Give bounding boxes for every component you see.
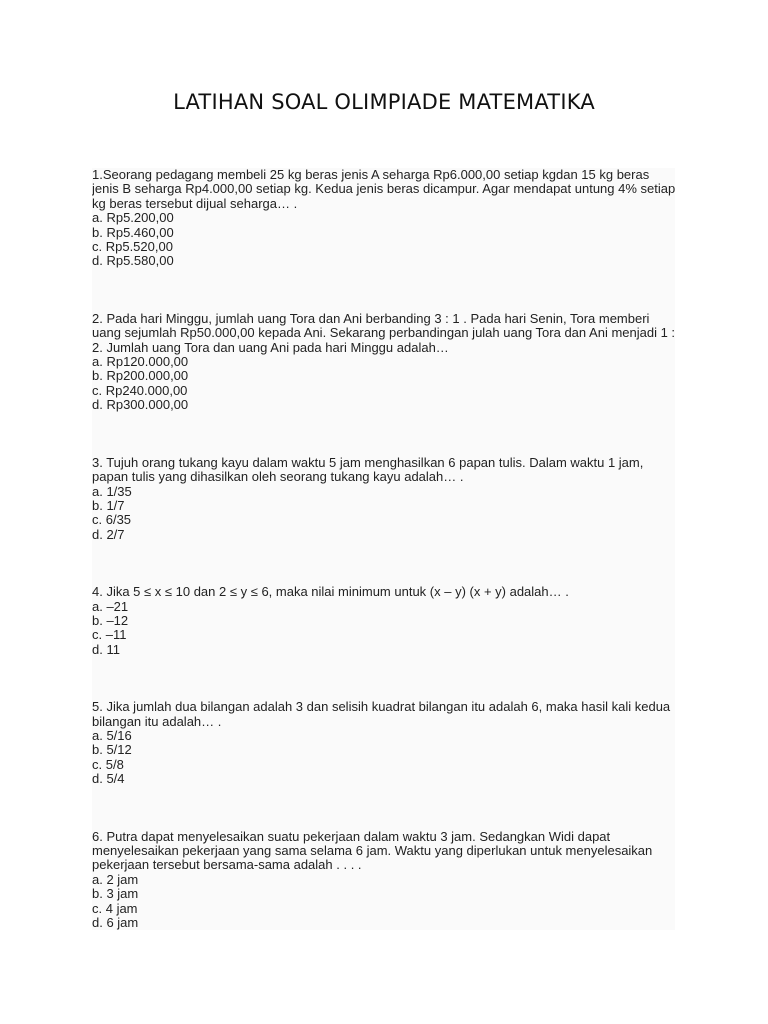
question-text-line: kg beras tersebut dijual seharga… . xyxy=(92,196,298,211)
question-text-line: menyelesaikan pekerjaan yang sama selama 6 jam. Waktu yang diperlukan untuk menyelesaikan xyxy=(92,844,653,858)
answer-option: b. Rp5.460,00 xyxy=(92,224,174,240)
question-text-line: pekerjaan tersebut bersama-sama adalah . . . . xyxy=(92,858,362,873)
question-6 xyxy=(92,830,675,931)
answer-option: c. 6/35 xyxy=(92,512,132,528)
answer-option: a. Rp5.200,00 xyxy=(92,210,174,226)
answer-option: a. –21 xyxy=(92,598,129,614)
question-text-line: papan tulis yang dihasilkan oleh seorang tukang kayu adalah… . xyxy=(92,470,464,485)
question-3 xyxy=(92,456,675,542)
answer-option: c. Rp240.000,00 xyxy=(92,382,188,398)
question-text-line: 2. Jumlah uang Tora dan uang Ani pada hari Minggu adalah… xyxy=(92,340,449,355)
answer-option: d. 6 jam xyxy=(92,915,139,931)
answer-option: d. Rp300.000,00 xyxy=(92,397,189,413)
question-1 xyxy=(92,168,675,269)
answer-option: a. 5/16 xyxy=(92,727,132,743)
question-text-line: 4. Jika 5 ≤ x ≤ 10 dan 2 ≤ y ≤ 6, maka nilai minimum untuk (x – y) (x + y) adalah… . xyxy=(92,585,569,600)
answer-option: b. 5/12 xyxy=(92,742,132,758)
answer-option: c. –11 xyxy=(92,627,127,643)
question-5 xyxy=(92,700,675,786)
question-text-line: uang sejumlah Rp50.000,00 kepada Ani. Sekarang perbandingan julah uang Tora dan Ani menjadi 1 : xyxy=(92,326,675,341)
answer-option: c. Rp5.520,00 xyxy=(92,239,173,255)
question-text-line: 2. Pada hari Minggu, jumlah uang Tora dan Ani berbanding 3 : 1 . Pada hari Senin, Tora memberi xyxy=(92,311,650,326)
question-list xyxy=(92,168,675,930)
answer-option: c. 4 jam xyxy=(92,900,138,916)
answer-option: d. 5/4 xyxy=(92,771,125,787)
answer-option: b. Rp200.000,00 xyxy=(92,368,189,384)
answer-option: b. 3 jam xyxy=(92,886,139,902)
question-text-line: 6. Putra dapat menyelesaikan suatu pekerjaan dalam waktu 3 jam. Sedangkan Widi dapat xyxy=(92,829,611,844)
question-4 xyxy=(92,585,675,657)
question-text-line: jenis B seharga Rp4.000,00 setiap kg. Kedua jenis beras dicampur. Agar mendapat untung 4% setiap xyxy=(92,182,675,197)
answer-option: a. Rp120.000,00 xyxy=(92,354,189,370)
answer-option: b. 1/7 xyxy=(92,497,125,513)
question-text-line: 5. Jika jumlah dua bilangan adalah 3 dan selisih kuadrat bilangan itu adalah 6, maka hasil kali kedua xyxy=(92,700,671,715)
answer-option: b. –12 xyxy=(92,612,129,628)
page-title: LATIHAN SOAL OLIMPIADE MATEMATIKA xyxy=(173,90,595,114)
answer-option: d. 2/7 xyxy=(92,526,125,542)
question-text-line: bilangan itu adalah… . xyxy=(92,714,222,729)
question-text-line: 1.Seorang pedagang membeli 25 kg beras jenis A seharga Rp6.000,00 setiap kgdan 15 kg beras xyxy=(92,168,650,182)
answer-option: d. Rp5.580,00 xyxy=(92,253,174,269)
answer-option: c. 5/8 xyxy=(92,756,124,772)
answer-option: a. 2 jam xyxy=(92,871,139,887)
answer-option: d. 11 xyxy=(92,641,120,657)
answer-option: a. 1/35 xyxy=(92,483,132,499)
question-2 xyxy=(92,312,675,413)
question-text-line: 3. Tujuh orang tukang kayu dalam waktu 5 jam menghasilkan 6 papan tulis. Dalam waktu 1 jam, xyxy=(92,455,644,470)
